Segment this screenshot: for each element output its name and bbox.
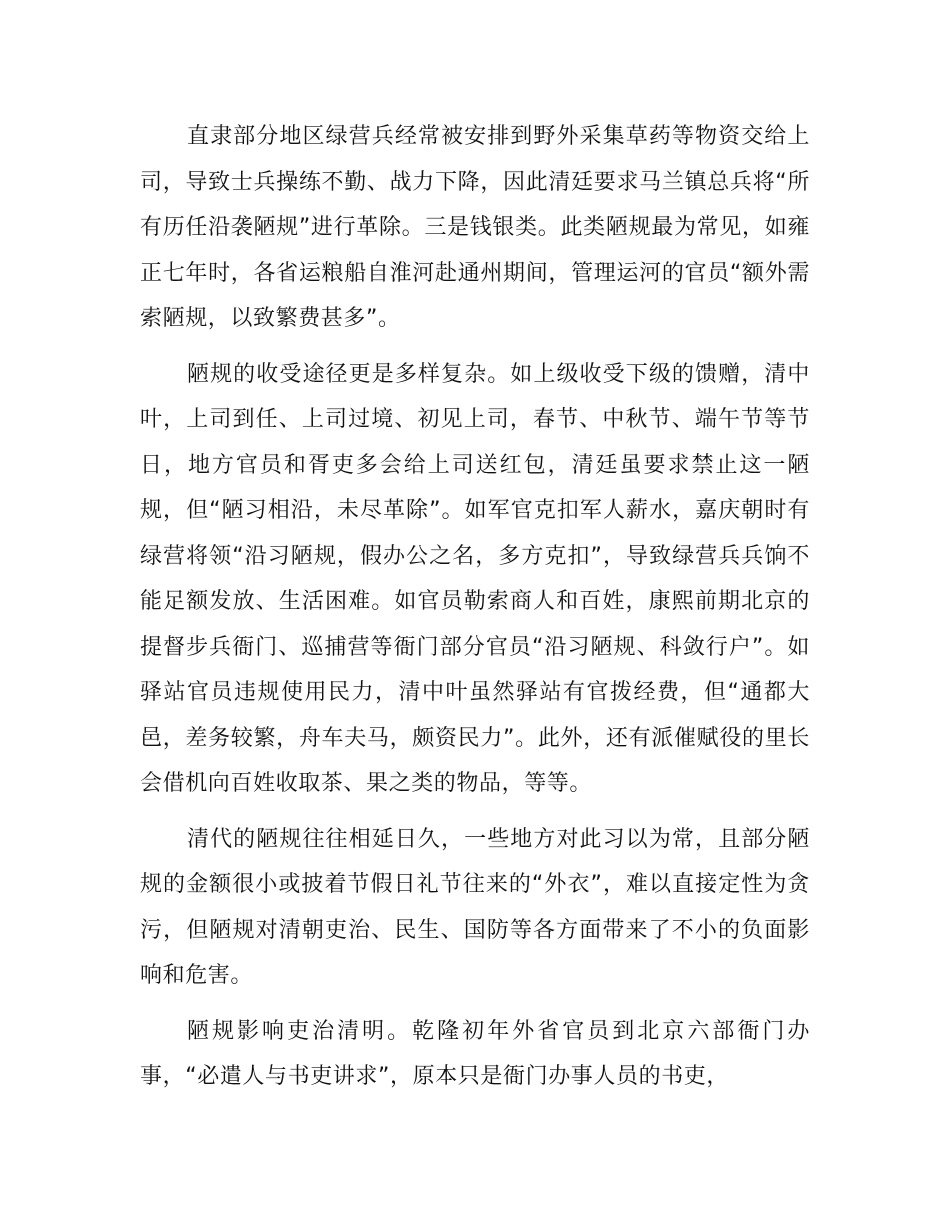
text-line: 规最为常见，如雍正七年时，各省运粮船自淮河赴通州期间， bbox=[140, 215, 810, 286]
document-page bbox=[140, 114, 810, 1110]
text-line: 清中叶，上司到任、上司过境、初见上司，春节、中秋节、端 bbox=[140, 361, 810, 432]
paragraph-3 bbox=[140, 817, 810, 999]
text-line: 总兵将“所有历任沿袭陋规”进行革除。三是钱银类。此类陋 bbox=[140, 169, 810, 240]
text-line: 陋规影响吏治清明。乾隆初年外省官员到北京六部衙门办 bbox=[187, 1018, 810, 1044]
text-line: 禁止这一陋规，但“陋习相沿，未尽革除”。如军官克扣军人 bbox=[140, 452, 810, 523]
text-line: 接定性为贪污，但陋规对清朝吏治、民生、国防等各方面带来 bbox=[140, 872, 810, 943]
text-line: 事，“必遣人与书吏讲求”，原本只是衙门办事人员的书吏， bbox=[140, 1064, 729, 1089]
text-line: 清代的陋规往往相延日久，一些地方对此习以为常，且部 bbox=[187, 826, 765, 852]
text-line: 扣”，导致绿营兵兵饷不能足额发放、生活困难。如官员勒索 bbox=[140, 543, 810, 614]
text-line: 了不小的负面影响和危害。 bbox=[140, 917, 810, 988]
text-line: 给上司，导致士兵操练不勤、战力下降，因此清廷要求马兰镇 bbox=[140, 124, 810, 195]
text-line: 直隶部分地区绿营兵经常被安排到野外采集草药等物资交 bbox=[187, 124, 765, 149]
text-line: 商人和百姓，康熙前期北京的提督步兵衙门、巡捕营等衙门部 bbox=[140, 589, 810, 660]
paragraph-1 bbox=[140, 114, 810, 342]
text-line: 夫马，颇资民力”。此外，还有派催赋役的里长会借机向百姓 bbox=[140, 725, 811, 796]
text-line: 收取茶、果之类的物品，等等。 bbox=[275, 771, 593, 796]
text-line: 陋规的收受途径更是多样复杂。如上级收受下级的馈赠， bbox=[187, 361, 765, 387]
text-line: 午节等节日，地方官员和胥吏多会给上司送红包，清廷虽要求 bbox=[140, 407, 810, 478]
text-line: 分陋规的金额很小或披着节假日礼节往来的“外衣”，难以直 bbox=[140, 826, 810, 897]
paragraph-4 bbox=[140, 1009, 810, 1100]
text-line: 薪水，嘉庆朝时有绿营将领“沿习陋规，假办公之名，多方克 bbox=[140, 498, 810, 569]
text-line: 分官员“沿习陋规、科敛行户”。如驿站官员违规使用民力， bbox=[140, 634, 810, 705]
text-line: 管理运河的官员“额外需索陋规，以致繁费甚多”。 bbox=[140, 260, 811, 331]
paragraph-2 bbox=[140, 352, 810, 807]
text-line: 清中叶虽然驿站有官拨经费，但“通都大邑，差务较繁，舟车 bbox=[140, 680, 810, 751]
